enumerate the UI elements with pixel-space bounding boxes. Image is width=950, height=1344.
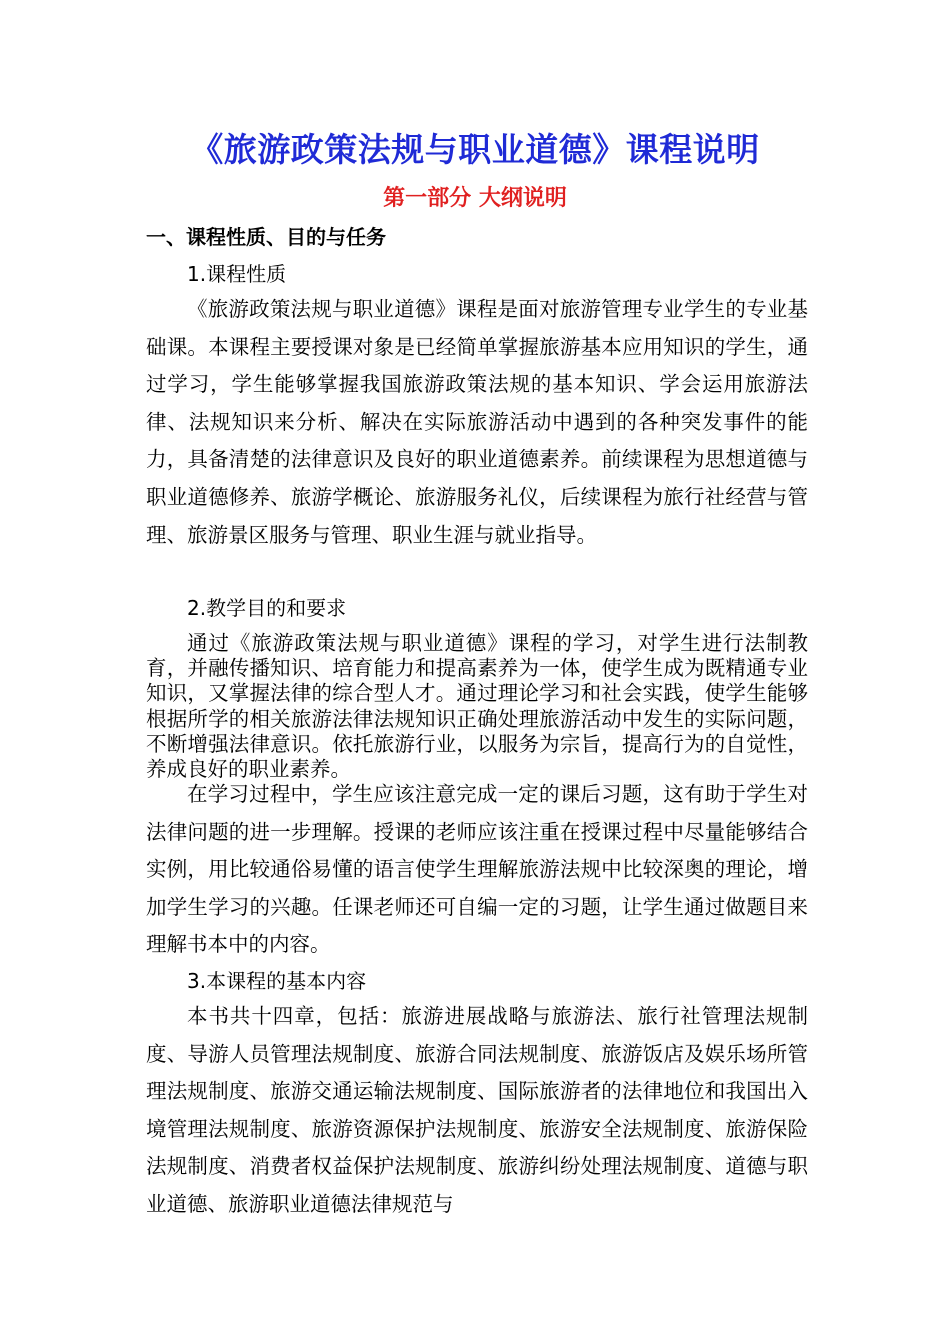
paragraph-basic-content: 本书共十四章，包括：旅游进展战略与旅游法、旅行社管理法规制度、导游人员管理法规制度、旅游合同法规制度、旅游饭店及娱乐场所管理法规制度、旅游交通运输法规制度、国际旅游者的法律地位和我国出入境管理法规制度、旅游资源保护法规制度、旅游安全法规制度、旅游保险法规制度、消费者权益保护法规制度、旅游纠纷处理法规制度、道德与职业道德、旅游职业道德法律规范与 xyxy=(146,1004,808,1216)
section-heading: 一、课程性质、目的与任务 xyxy=(146,225,386,249)
document-title: 《旅游政策法规与职业道德》课程说明 xyxy=(190,130,760,169)
subsection-heading-course-nature: 1.课程性质 xyxy=(187,262,287,286)
paragraph-learning-process: 在学习过程中，学生应该注意完成一定的课后习题，这有助于学生对法律问题的进一步理解。授课的老师应该注重在授课过程中尽量能够结合实例，用比较通俗易懂的语言使学生理解旅游法规中比较深奥的理论，增加学生学习的兴趣。任课老师还可自编一定的习题，让学生通过做题目来理解书本中的内容。 xyxy=(146,782,808,957)
paragraph-teaching-goals: 通过《旅游政策法规与职业道德》课程的学习，对学生进行法制教育，并融传播知识、培育能力和提高素养为一体，使学生成为既精通专业知识，又掌握法律的综合型人才。通过理论学习和社会实践，使学生能够根据所学的相关旅游法律法规知识正确处理旅游活动中发生的实际问题，不断增强法律意识。依托旅游行业，以服务为宗旨，提高行为的自觉性，养成良好的职业素养。 xyxy=(146,631,808,782)
subsection-heading-basic-content: 3.本课程的基本内容 xyxy=(187,969,367,993)
paragraph-course-nature: 《旅游政策法规与职业道德》课程是面对旅游管理专业学生的专业基础课。本课程主要授课对象是已经简单掌握旅游基本应用知识的学生，通过学习，学生能够掌握我国旅游政策法规的基本知识、学会运用旅游法律、法规知识来分析、解决在实际旅游活动中遇到的各种突发事件的能力，具备清楚的法律意识及良好的职业道德素养。前续课程为思想道德与职业道德修养、旅游学概论、旅游服务礼仪，后续课程为旅行社经营与管理、旅游景区服务与管理、职业生涯与就业指导。 xyxy=(146,297,808,547)
subsection-heading-teaching-goals: 2.教学目的和要求 xyxy=(187,596,347,620)
part-title: 第一部分 大纲说明 xyxy=(383,186,567,211)
